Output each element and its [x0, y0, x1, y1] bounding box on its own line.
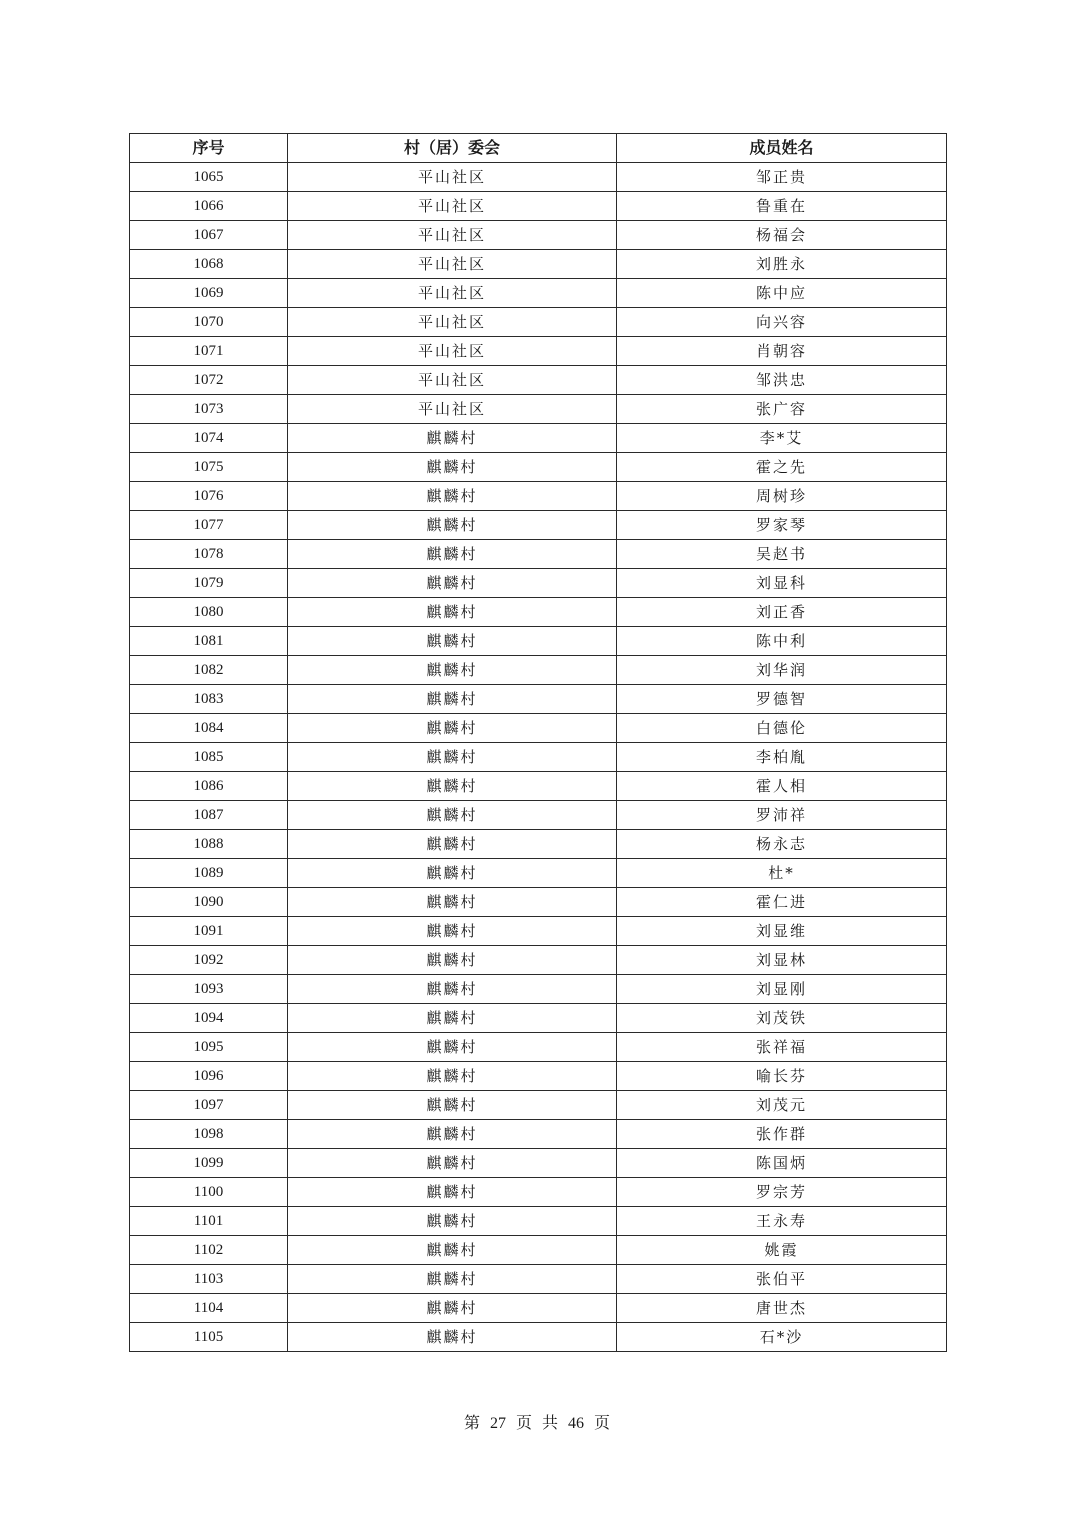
table-row: [130, 540, 947, 569]
table-row: [130, 366, 947, 395]
village-committee-cell: 麒麟村: [288, 1004, 617, 1033]
member-name-cell: 鲁重在: [617, 192, 947, 221]
village-committee-cell: 麒麟村: [288, 975, 617, 1004]
village-committee-cell: 麒麟村: [288, 1178, 617, 1207]
table-row: [130, 946, 947, 975]
table-row: [130, 1004, 947, 1033]
total-pages-prefix: 共: [542, 1415, 559, 1432]
serial-number-cell: 1102: [130, 1236, 288, 1265]
serial-number-cell: 1105: [130, 1323, 288, 1352]
table-row: [130, 1207, 947, 1236]
serial-number-cell: 1083: [130, 685, 288, 714]
member-name-cell: 刘胜永: [617, 250, 947, 279]
table-row: [130, 1120, 947, 1149]
member-name-cell: 杨永志: [617, 830, 947, 859]
member-name-cell: 李柏胤: [617, 743, 947, 772]
village-committee-cell: 麒麟村: [288, 511, 617, 540]
serial-number-cell: 1075: [130, 453, 288, 482]
member-name-cell: 姚霞: [617, 1236, 947, 1265]
table-row: [130, 279, 947, 308]
member-name-cell: 罗德智: [617, 685, 947, 714]
table-row: [130, 743, 947, 772]
member-name-cell: 陈中应: [617, 279, 947, 308]
table-row: [130, 1294, 947, 1323]
serial-number-cell: 1065: [130, 163, 288, 192]
table-row: [130, 250, 947, 279]
village-committee-cell: 麒麟村: [288, 540, 617, 569]
table-row: [130, 975, 947, 1004]
page-number-unit: 页: [515, 1415, 532, 1432]
village-committee-cell: 麒麟村: [288, 1120, 617, 1149]
member-name-cell: 刘茂铁: [617, 1004, 947, 1033]
table-row: [130, 801, 947, 830]
village-committee-cell: 平山社区: [288, 221, 617, 250]
member-name-cell: 杨福会: [617, 221, 947, 250]
table-row: [130, 714, 947, 743]
serial-number-cell: 1103: [130, 1265, 288, 1294]
serial-number-cell: 1088: [130, 830, 288, 859]
member-name-cell: 霍仁进: [617, 888, 947, 917]
table-body: [130, 163, 947, 1352]
column-header-village-committee: 村（居）委会: [288, 134, 617, 163]
serial-number-cell: 1094: [130, 1004, 288, 1033]
table-row: [130, 1062, 947, 1091]
table-row: [130, 1265, 947, 1294]
table-row: [130, 888, 947, 917]
table-row: [130, 1323, 947, 1352]
serial-number-cell: 1100: [130, 1178, 288, 1207]
member-name-cell: 刘茂元: [617, 1091, 947, 1120]
serial-number-cell: 1073: [130, 395, 288, 424]
member-name-cell: 罗家琴: [617, 511, 947, 540]
member-name-cell: 周树珍: [617, 482, 947, 511]
member-name-cell: 陈国炳: [617, 1149, 947, 1178]
table-row: [130, 1236, 947, 1265]
serial-number-cell: 1104: [130, 1294, 288, 1323]
serial-number-cell: 1095: [130, 1033, 288, 1062]
village-committee-cell: 麒麟村: [288, 424, 617, 453]
table-row: [130, 598, 947, 627]
serial-number-cell: 1077: [130, 511, 288, 540]
member-name-cell: 李*艾: [617, 424, 947, 453]
serial-number-cell: 1092: [130, 946, 288, 975]
village-committee-cell: 麒麟村: [288, 453, 617, 482]
village-committee-cell: 平山社区: [288, 366, 617, 395]
member-name-cell: 罗沛祥: [617, 801, 947, 830]
village-committee-cell: 麒麟村: [288, 598, 617, 627]
table-row: [130, 308, 947, 337]
member-name-cell: 白德伦: [617, 714, 947, 743]
table-row: [130, 482, 947, 511]
member-name-cell: 邹洪忠: [617, 366, 947, 395]
page-number-prefix: 第: [463, 1415, 480, 1432]
member-name-cell: 刘显科: [617, 569, 947, 598]
member-name-cell: 刘显林: [617, 946, 947, 975]
table-row: [130, 163, 947, 192]
table-row: [130, 221, 947, 250]
member-name-cell: 刘正香: [617, 598, 947, 627]
serial-number-cell: 1099: [130, 1149, 288, 1178]
total-pages-unit: 页: [594, 1415, 611, 1432]
serial-number-cell: 1070: [130, 308, 288, 337]
village-committee-cell: 麒麟村: [288, 569, 617, 598]
village-committee-cell: 麒麟村: [288, 801, 617, 830]
serial-number-cell: 1074: [130, 424, 288, 453]
member-name-cell: 喻长芬: [617, 1062, 947, 1091]
total-page-count: 46: [568, 1415, 585, 1432]
table-row: [130, 917, 947, 946]
serial-number-cell: 1090: [130, 888, 288, 917]
member-name-cell: 邹正贵: [617, 163, 947, 192]
table-row: [130, 772, 947, 801]
table-row: [130, 511, 947, 540]
table-row: [130, 859, 947, 888]
village-committee-cell: 麒麟村: [288, 714, 617, 743]
serial-number-cell: 1091: [130, 917, 288, 946]
member-name-cell: 陈中利: [617, 627, 947, 656]
table-row: [130, 627, 947, 656]
village-committee-cell: 平山社区: [288, 337, 617, 366]
village-committee-cell: 平山社区: [288, 163, 617, 192]
serial-number-cell: 1084: [130, 714, 288, 743]
column-header-serial-number: 序号: [130, 134, 288, 163]
village-committee-cell: 麒麟村: [288, 1149, 617, 1178]
village-committee-cell: 麒麟村: [288, 1091, 617, 1120]
village-committee-cell: 麒麟村: [288, 1033, 617, 1062]
serial-number-cell: 1101: [130, 1207, 288, 1236]
serial-number-cell: 1085: [130, 743, 288, 772]
member-roster-table: [129, 133, 947, 1352]
member-name-cell: 刘显刚: [617, 975, 947, 1004]
member-name-cell: 霍之先: [617, 453, 947, 482]
member-name-cell: 张伯平: [617, 1265, 947, 1294]
serial-number-cell: 1069: [130, 279, 288, 308]
table-row: [130, 569, 947, 598]
member-name-cell: 王永寿: [617, 1207, 947, 1236]
table-row: [130, 656, 947, 685]
table-row: [130, 453, 947, 482]
serial-number-cell: 1068: [130, 250, 288, 279]
table-row: [130, 337, 947, 366]
village-committee-cell: 平山社区: [288, 279, 617, 308]
village-committee-cell: 麒麟村: [288, 859, 617, 888]
column-header-member-name: 成员姓名: [617, 134, 947, 163]
serial-number-cell: 1076: [130, 482, 288, 511]
village-committee-cell: 麒麟村: [288, 946, 617, 975]
member-name-cell: 刘华润: [617, 656, 947, 685]
serial-number-cell: 1089: [130, 859, 288, 888]
village-committee-cell: 平山社区: [288, 192, 617, 221]
serial-number-cell: 1087: [130, 801, 288, 830]
village-committee-cell: 麒麟村: [288, 743, 617, 772]
member-name-cell: 唐世杰: [617, 1294, 947, 1323]
table-row: [130, 192, 947, 221]
serial-number-cell: 1072: [130, 366, 288, 395]
serial-number-cell: 1066: [130, 192, 288, 221]
member-name-cell: 刘显维: [617, 917, 947, 946]
village-committee-cell: 麒麟村: [288, 627, 617, 656]
serial-number-cell: 1096: [130, 1062, 288, 1091]
table-row: [130, 1149, 947, 1178]
member-name-cell: 向兴容: [617, 308, 947, 337]
village-committee-cell: 麒麟村: [288, 1062, 617, 1091]
member-name-cell: 石*沙: [617, 1323, 947, 1352]
serial-number-cell: 1079: [130, 569, 288, 598]
member-name-cell: 杜*: [617, 859, 947, 888]
village-committee-cell: 麒麟村: [288, 772, 617, 801]
table-header-row: [130, 134, 947, 163]
member-name-cell: 张祥福: [617, 1033, 947, 1062]
table-row: [130, 1178, 947, 1207]
serial-number-cell: 1081: [130, 627, 288, 656]
table-row: [130, 424, 947, 453]
village-committee-cell: 麒麟村: [288, 1265, 617, 1294]
village-committee-cell: 麒麟村: [288, 1323, 617, 1352]
member-name-cell: 肖朝容: [617, 337, 947, 366]
village-committee-cell: 麒麟村: [288, 685, 617, 714]
table-row: [130, 830, 947, 859]
serial-number-cell: 1082: [130, 656, 288, 685]
village-committee-cell: 麒麟村: [288, 830, 617, 859]
village-committee-cell: 麒麟村: [288, 1294, 617, 1323]
serial-number-cell: 1086: [130, 772, 288, 801]
village-committee-cell: 麒麟村: [288, 917, 617, 946]
village-committee-cell: 麒麟村: [288, 1207, 617, 1236]
serial-number-cell: 1080: [130, 598, 288, 627]
page-footer: [0, 1410, 1074, 1433]
current-page-number: 27: [489, 1415, 506, 1432]
serial-number-cell: 1098: [130, 1120, 288, 1149]
village-committee-cell: 平山社区: [288, 395, 617, 424]
serial-number-cell: 1097: [130, 1091, 288, 1120]
table-row: [130, 1033, 947, 1062]
table-row: [130, 685, 947, 714]
table-row: [130, 1091, 947, 1120]
member-name-cell: 罗宗芳: [617, 1178, 947, 1207]
village-committee-cell: 麒麟村: [288, 888, 617, 917]
member-name-cell: 张作群: [617, 1120, 947, 1149]
serial-number-cell: 1071: [130, 337, 288, 366]
village-committee-cell: 麒麟村: [288, 1236, 617, 1265]
village-committee-cell: 麒麟村: [288, 482, 617, 511]
village-committee-cell: 麒麟村: [288, 656, 617, 685]
table-row: [130, 395, 947, 424]
serial-number-cell: 1067: [130, 221, 288, 250]
village-committee-cell: 平山社区: [288, 250, 617, 279]
serial-number-cell: 1093: [130, 975, 288, 1004]
village-committee-cell: 平山社区: [288, 308, 617, 337]
serial-number-cell: 1078: [130, 540, 288, 569]
member-name-cell: 霍人相: [617, 772, 947, 801]
member-name-cell: 吴赵书: [617, 540, 947, 569]
member-name-cell: 张广容: [617, 395, 947, 424]
